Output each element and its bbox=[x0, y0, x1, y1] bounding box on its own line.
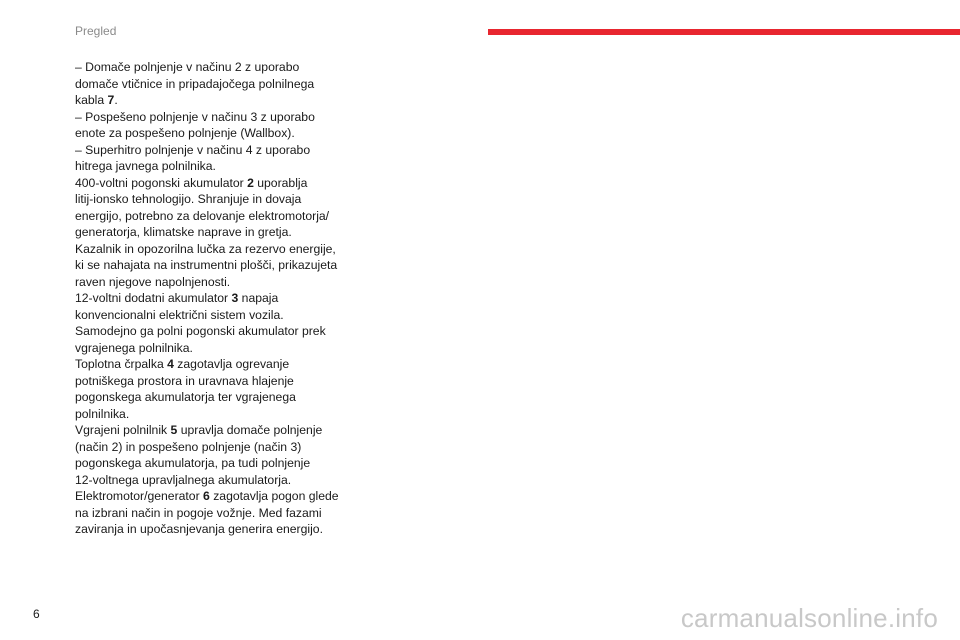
text-segment: napaja bbox=[238, 291, 279, 305]
text-segment: polnilnika. bbox=[75, 406, 130, 421]
callout-number: 6 bbox=[203, 489, 210, 503]
text-line bbox=[75, 389, 375, 406]
watermark-link[interactable]: carmanualsonline.info bbox=[680, 603, 938, 633]
text-segment: konvencionalni električni sistem vozila. bbox=[75, 307, 284, 322]
text-segment: pogonskega akumulatorja, pa tudi polnjenje bbox=[75, 456, 311, 470]
section-title: Pregled bbox=[75, 24, 117, 38]
text-segment: enote za pospešeno polnjenje (Wallbox). bbox=[75, 126, 295, 140]
text-line bbox=[75, 208, 375, 225]
text-line bbox=[75, 521, 375, 538]
text-segment: raven njegove napolnjenosti. bbox=[75, 274, 231, 289]
text-line bbox=[75, 191, 375, 208]
text-line bbox=[75, 356, 375, 373]
text-segment: potniškega prostora in uravnava hlajenje bbox=[75, 373, 294, 388]
text-segment: Vgrajeni polnilnik bbox=[75, 423, 171, 437]
text-line bbox=[75, 92, 375, 109]
text-segment: domače vtičnice in pripadajočega polnilnega bbox=[75, 76, 315, 91]
text-segment: vgrajenega polnilnika. bbox=[75, 340, 193, 355]
callout-number: 3 bbox=[231, 291, 239, 305]
text-segment: ki se nahajata na instrumentni plošči, prikazujeta bbox=[75, 258, 338, 272]
text-segment: generatorja, klimatske naprave in gretja. bbox=[75, 225, 292, 239]
text-segment: 400-voltni pogonski akumulator bbox=[75, 175, 248, 190]
text-segment: upravlja domače polnjenje bbox=[177, 423, 323, 437]
text-segment: pogonskega akumulatorja ter vgrajenega bbox=[75, 390, 296, 404]
text-line bbox=[75, 488, 375, 505]
callout-number: 7 bbox=[107, 93, 115, 107]
text-line bbox=[75, 373, 375, 390]
text-line bbox=[75, 224, 375, 241]
text-segment: zaviranja in upočasnjevanja generira energijo. bbox=[75, 522, 323, 536]
text-segment: 12-voltni dodatni akumulator bbox=[75, 291, 232, 305]
text-line bbox=[75, 307, 375, 324]
text-segment: zagotavlja pogon glede bbox=[209, 489, 339, 503]
text-segment: (način 2) in pospešeno polnjenje (način 3) bbox=[75, 439, 302, 454]
text-line bbox=[75, 109, 375, 126]
text-line bbox=[75, 125, 375, 142]
text-line bbox=[75, 142, 375, 159]
text-line bbox=[75, 505, 375, 522]
text-segment: uporablja bbox=[253, 175, 308, 190]
callout-number: 4 bbox=[167, 357, 174, 371]
text-line bbox=[75, 76, 375, 93]
text-line bbox=[75, 439, 375, 456]
text-line bbox=[75, 472, 375, 489]
text-line bbox=[75, 290, 375, 307]
text-segment: – Domače polnjenje v načinu 2 z uporabo bbox=[75, 60, 300, 74]
text-line bbox=[75, 422, 375, 439]
text-segment: kabla bbox=[75, 93, 108, 107]
text-line bbox=[75, 158, 375, 175]
text-line bbox=[75, 175, 375, 192]
text-line bbox=[75, 59, 375, 76]
text-line bbox=[75, 406, 375, 423]
text-segment: energijo, potrebno za delovanje elektromotorja/ bbox=[75, 208, 330, 223]
text-line bbox=[75, 340, 375, 357]
text-segment: zagotavlja ogrevanje bbox=[173, 357, 290, 371]
text-segment: . bbox=[114, 93, 118, 107]
page-number: 6 bbox=[33, 607, 40, 621]
accent-bar bbox=[488, 29, 960, 35]
text-segment: Kazalnik in opozorilna lučka za rezervo energije, bbox=[75, 241, 336, 256]
text-segment: – Pospešeno polnjenje v načinu 3 z uporabo bbox=[75, 109, 315, 124]
text-segment: litij-ionsko tehnologijo. Shranjuje in dovaja bbox=[75, 192, 302, 206]
text-segment: 12-voltnega upravljalnega akumulatorja. bbox=[75, 472, 292, 487]
text-line bbox=[75, 455, 375, 472]
text-segment: Elektromotor/generator bbox=[75, 489, 204, 503]
text-segment: Toplotna črpalka bbox=[75, 357, 168, 371]
text-segment: hitrega javnega polnilnika. bbox=[75, 159, 216, 173]
callout-number: 5 bbox=[170, 423, 178, 437]
text-line bbox=[75, 257, 375, 274]
text-line bbox=[75, 274, 375, 291]
body-text bbox=[75, 59, 375, 538]
text-segment: na izbrani način in pogoje vožnje. Med fazami bbox=[75, 505, 322, 520]
text-line bbox=[75, 241, 375, 258]
callout-number: 2 bbox=[247, 175, 254, 190]
text-segment: – Superhitro polnjenje v načinu 4 z uporabo bbox=[75, 142, 311, 157]
text-segment: Samodejno ga polni pogonski akumulator prek bbox=[75, 324, 326, 338]
text-line bbox=[75, 323, 375, 340]
